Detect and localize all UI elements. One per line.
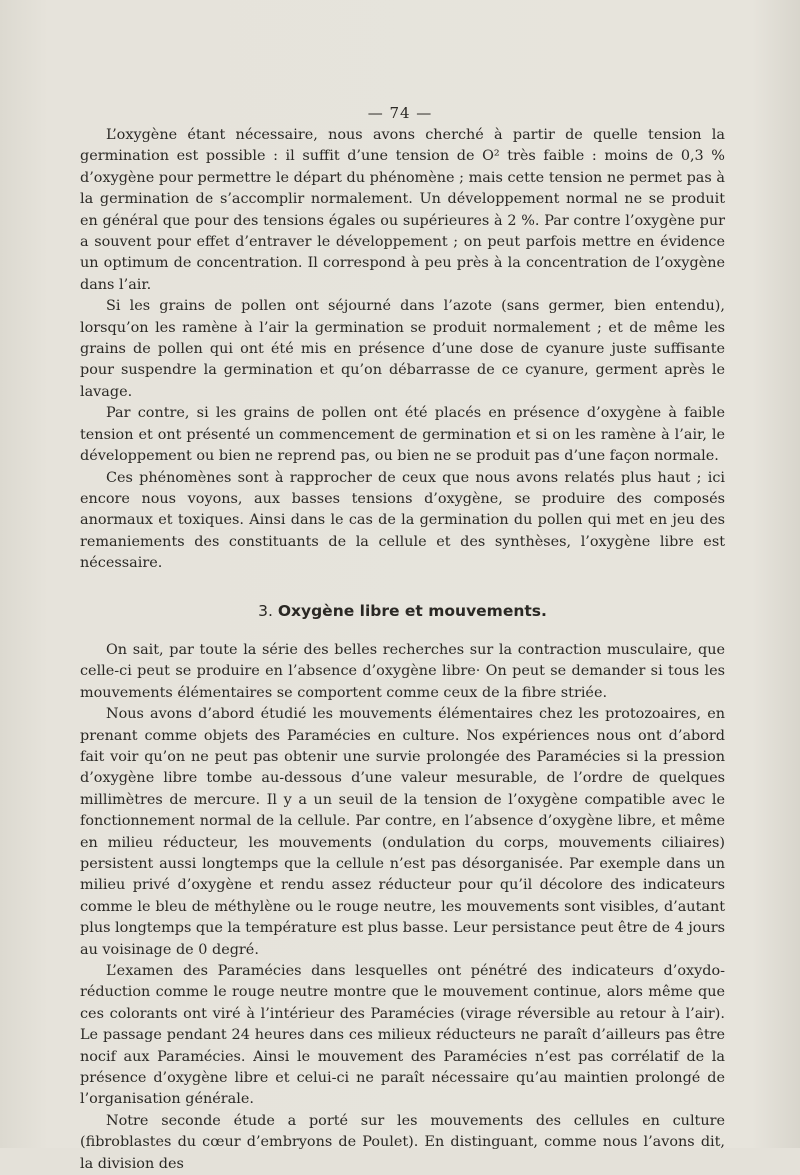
paragraph: On sait, par toute la série des belles recherches sur la contraction musculaire, que celle-ci peut se produire en l’absence d’oxygène libre· On peut se demander si tous les mouvements élémentaires se comportent comme ceux de la fibre striée. xyxy=(80,641,725,701)
body-text xyxy=(80,125,725,1175)
paragraph: Ces phénomènes sont à rapprocher de ceux que nous avons relatés plus haut ; ici encore nous voyons, aux basses tensions d’oxygène, se produire des composés anormaux et toxiques. Ainsi dans le cas de la germination du pollen qui met en jeu des remaniements des constituants de la cellule et des synthèses, l’oxygène libre est nécessaire. xyxy=(80,469,725,572)
paragraph: Si les grains de pollen ont séjourné dans l’azote (sans germer, bien entendu), lorsqu’on les ramène à l’air la germination se produit normalement ; et de même les grains de pollen qui ont été mis en présence d’une dose de cyanure juste suffisante pour suspendre la germination et qu’on débarrasse de ce cyanure, germent après le lavage. xyxy=(80,298,725,400)
page-number: — 74 — xyxy=(367,104,433,122)
paragraph: L’oxygène étant nécessaire, nous avons cherché à partir de quelle tension la germination est possible : il suffit d’une tension de O² très faible : moins de 0,3 % d’oxygène pour permettre le départ du phénomène ; mais cette tension ne permet pas à la germination de s’accomplir normalement. Un développement normal ne se produit en général que pour des tensions égales ou supérieures à 2 %. Par contre l’oxygène pur a souvent pour effet d’entraver le développement ; on peut parfois mettre en évidence un optimum de concentration. Il correspond à peu près à la concentration de l’oxygène dans l’air. xyxy=(80,127,725,293)
paragraph: Par contre, si les grains de pollen ont été placés en présence d’oxygène à faible tension et ont présenté un commencement de germination et si on les ramène à l’air, le développement ou bien ne reprend pas, ou bien ne se produit pas d’une façon normale. xyxy=(80,405,725,465)
section-heading xyxy=(80,601,725,622)
paragraph: Notre seconde étude a porté sur les mouvements des cellules en culture (fibroblastes du cœur d’embryons de Poulet). En distinguant, comme nous l’avons dit, la division des xyxy=(80,1112,725,1172)
paragraph: L’examen des Paramécies dans lesquelles ont pénétré des indicateurs d’oxydo-réduction comme le rouge neutre montre que le mouvement continue, alors même que ces colorants ont viré à l’intérieur des Paramécies (virage réversible au retour à l’air). Le passage pendant 24 heures dans ces milieux réducteurs ne paraît d’ailleurs pas être nocif aux Paramécies. Ainsi le mouvement des Paramécies n’est pas corrélatif de la présence d’oxygène libre et celui-ci ne paraît nécessaire qu’au maintien prolongé de l’organisation générale. xyxy=(80,963,725,1108)
section-title: Oxygène libre et mouvements. xyxy=(277,601,547,620)
section-number: 3. xyxy=(258,601,273,620)
paragraph: Nous avons d’abord étudié les mouvements élémentaires chez les protozoaires, en prenant comme objets des Paramécies en culture. Nos expériences nous ont d’abord fait voir qu’on ne peut pas obtenir une survie prolongée des Paramécies si la pression d’oxygène libre tombe au-dessous d’une valeur mesurable, de l’ordre de quelques millimètres de mercure. Il y a un seuil de la tension de l’oxygène compatible avec le fonctionnement normal de la cellule. Par contre, en l’absence d’oxygène libre, et même en milieu réducteur, les mouvements (ondulation du corps, mouvements ciliaires) persistent aussi longtemps que la cellule n’est pas désorganisée. Par exemple dans un milieu privé d’oxygène et rendu assez réducteur pour qu’il décolore des indicateurs comme le bleu de méthylène ou le rouge neutre, les mouvements sont visibles, d’autant plus longtemps que la température est plus basse. Leur persistance peut être de 4 jours au voisinage de 0 degré. xyxy=(80,706,725,958)
